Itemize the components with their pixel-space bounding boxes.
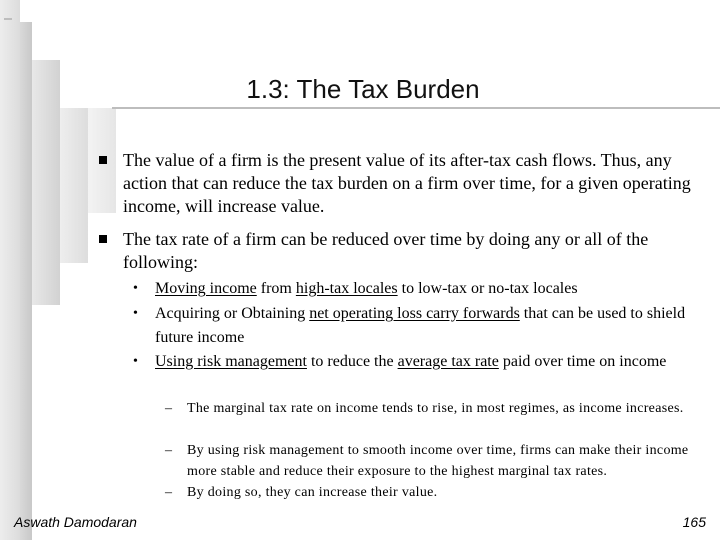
- sub-bullet-text: that can be used to shield future income: [155, 305, 686, 346]
- bullet-item: [123, 149, 693, 218]
- dash-bullet-icon: –: [165, 485, 173, 500]
- sub-sub-bullet-item: [165, 482, 707, 503]
- sub-bullet-text: Acquiring or Obtaining: [155, 305, 310, 322]
- underlined-term: average tax rate: [397, 353, 499, 370]
- underlined-term: net operating loss carry forwards: [309, 305, 520, 322]
- sub-bullet-item: [133, 302, 705, 350]
- footer-author: Aswath Damodaran: [14, 514, 137, 530]
- dot-bullet-icon: •: [133, 281, 138, 296]
- sub-bullet-item: [133, 277, 705, 301]
- underlined-term: high-tax locales: [295, 280, 398, 297]
- sub-sub-bullet-item: [165, 398, 707, 419]
- dot-bullet-icon: •: [133, 306, 138, 321]
- sub-sub-bullet-text: By doing so, they can increase their value.: [187, 485, 438, 500]
- sub-sub-bullet-text: The marginal tax rate on income tends to rise, in most regimes, as income increases.: [187, 401, 684, 416]
- bullet-text: The tax rate of a firm can be reduced over time by doing any or all of the following:: [123, 229, 649, 272]
- dash-bullet-icon: –: [165, 443, 173, 458]
- sub-bullet-item: [133, 350, 705, 374]
- bullet-text: The value of a firm is the present value of its after-tax cash flows. Thus, any action that can reduce the tax burden on a firm over time, for a given operating income, will increase value.: [123, 150, 691, 216]
- bullet-item: [123, 228, 693, 274]
- sub-bullet-text: to reduce the: [306, 353, 398, 370]
- sub-bullet-text: from: [256, 280, 296, 297]
- slide-title: 1.3: The Tax Burden: [246, 74, 480, 104]
- sub-bullet-text: to low-tax or no-tax locales: [397, 280, 578, 297]
- dash-bullet-icon: –: [165, 401, 173, 416]
- underlined-term: Moving income: [155, 280, 257, 297]
- underlined-term: Using risk management: [155, 353, 307, 370]
- sub-sub-bullet-text: By using risk management to smooth income over time, firms can make their income more stable and reduce their exposure to the highest marginal tax rates.: [187, 443, 689, 479]
- page-number: 165: [682, 514, 706, 530]
- dot-bullet-icon: •: [133, 354, 138, 369]
- sub-bullet-text: paid over time on income: [498, 353, 667, 370]
- square-bullet-icon: [99, 156, 107, 164]
- square-bullet-icon: [99, 235, 107, 243]
- sub-sub-bullet-item: [165, 440, 707, 482]
